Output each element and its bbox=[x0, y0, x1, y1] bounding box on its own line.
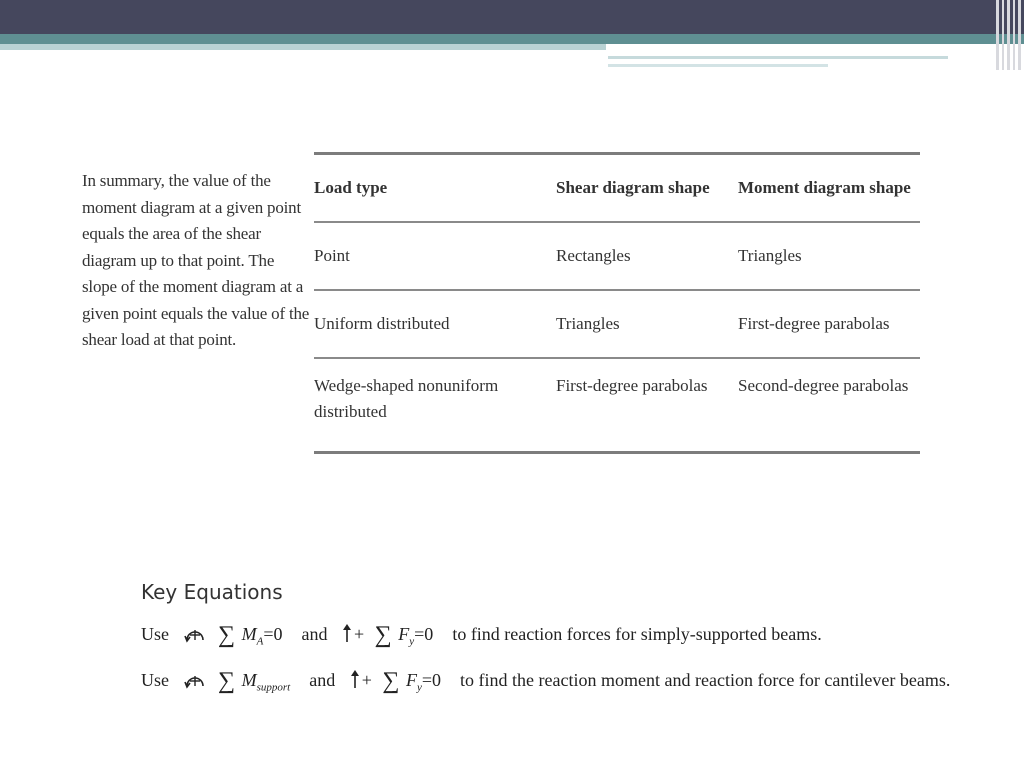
up-arrow-icon bbox=[350, 669, 360, 689]
table-cell: First-degree parabolas bbox=[556, 358, 738, 453]
counterclockwise-moment-icon bbox=[184, 671, 206, 689]
table-cell: Rectangles bbox=[556, 222, 738, 290]
equation-line-simply-supported bbox=[141, 622, 822, 649]
moment-subscript: support bbox=[256, 681, 291, 694]
force-variable: F bbox=[398, 624, 410, 644]
header-banner-line bbox=[608, 56, 948, 59]
eq-use-label: Use bbox=[141, 624, 169, 644]
header-banner-stripes bbox=[994, 0, 1024, 70]
table-cell: Triangles bbox=[556, 290, 738, 358]
equation-line-cantilever bbox=[141, 668, 950, 695]
moment-subscript: A bbox=[256, 635, 264, 648]
table-cell: Second-degree parabolas bbox=[738, 358, 920, 453]
eq-description: to find reaction forces for simply-supported beams. bbox=[452, 624, 822, 644]
equals-zero: =0 bbox=[414, 624, 434, 644]
force-subscript: y bbox=[417, 681, 422, 694]
header-banner-line bbox=[608, 64, 828, 67]
force-variable: F bbox=[406, 670, 417, 690]
moment-variable: M bbox=[241, 624, 257, 644]
equals-zero: =0 bbox=[263, 624, 283, 644]
eq-and-label: and bbox=[309, 670, 336, 690]
up-arrow-icon bbox=[342, 623, 352, 643]
equals-zero: =0 bbox=[421, 670, 442, 690]
eq-and-label: and bbox=[301, 624, 328, 644]
table-header-row bbox=[314, 154, 920, 223]
plus-sign: + bbox=[361, 670, 372, 690]
table-row bbox=[314, 358, 920, 453]
plus-sign: + bbox=[354, 624, 365, 644]
counterclockwise-moment-icon bbox=[184, 625, 206, 643]
eq-use-label: Use bbox=[141, 670, 169, 690]
table-row bbox=[314, 222, 920, 290]
sigma-symbol: ∑ bbox=[218, 668, 236, 694]
sigma-symbol: ∑ bbox=[382, 668, 400, 694]
header-banner bbox=[0, 0, 1024, 34]
table-cell: First-degree parabolas bbox=[738, 290, 920, 358]
header-load-type: Load type bbox=[314, 154, 556, 223]
table-cell: Wedge-shaped nonuniform distributed bbox=[314, 358, 556, 453]
force-subscript: y bbox=[409, 635, 415, 648]
summary-paragraph: In summary, the value of the moment diagram at a given point equals the area of the shear diagram up to that point. The slope of the moment diagram at a given point equals the value of the shear load at that point. bbox=[82, 171, 310, 349]
moment-variable: M bbox=[241, 670, 257, 690]
table-row bbox=[314, 290, 920, 358]
eq-description: to find the reaction moment and reaction force for cantilever beams. bbox=[460, 670, 951, 690]
sigma-symbol: ∑ bbox=[218, 622, 236, 648]
table-cell: Triangles bbox=[738, 222, 920, 290]
key-equations-title: Key Equations bbox=[141, 580, 283, 604]
header-banner-accent bbox=[0, 34, 1024, 44]
table-cell: Point bbox=[314, 222, 556, 290]
sigma-symbol: ∑ bbox=[374, 622, 392, 648]
load-shape-table bbox=[314, 152, 920, 454]
header-shear-shape: Shear diagram shape bbox=[556, 154, 738, 223]
table-cell: Uniform distributed bbox=[314, 290, 556, 358]
header-moment-shape: Moment diagram shape bbox=[738, 154, 920, 223]
